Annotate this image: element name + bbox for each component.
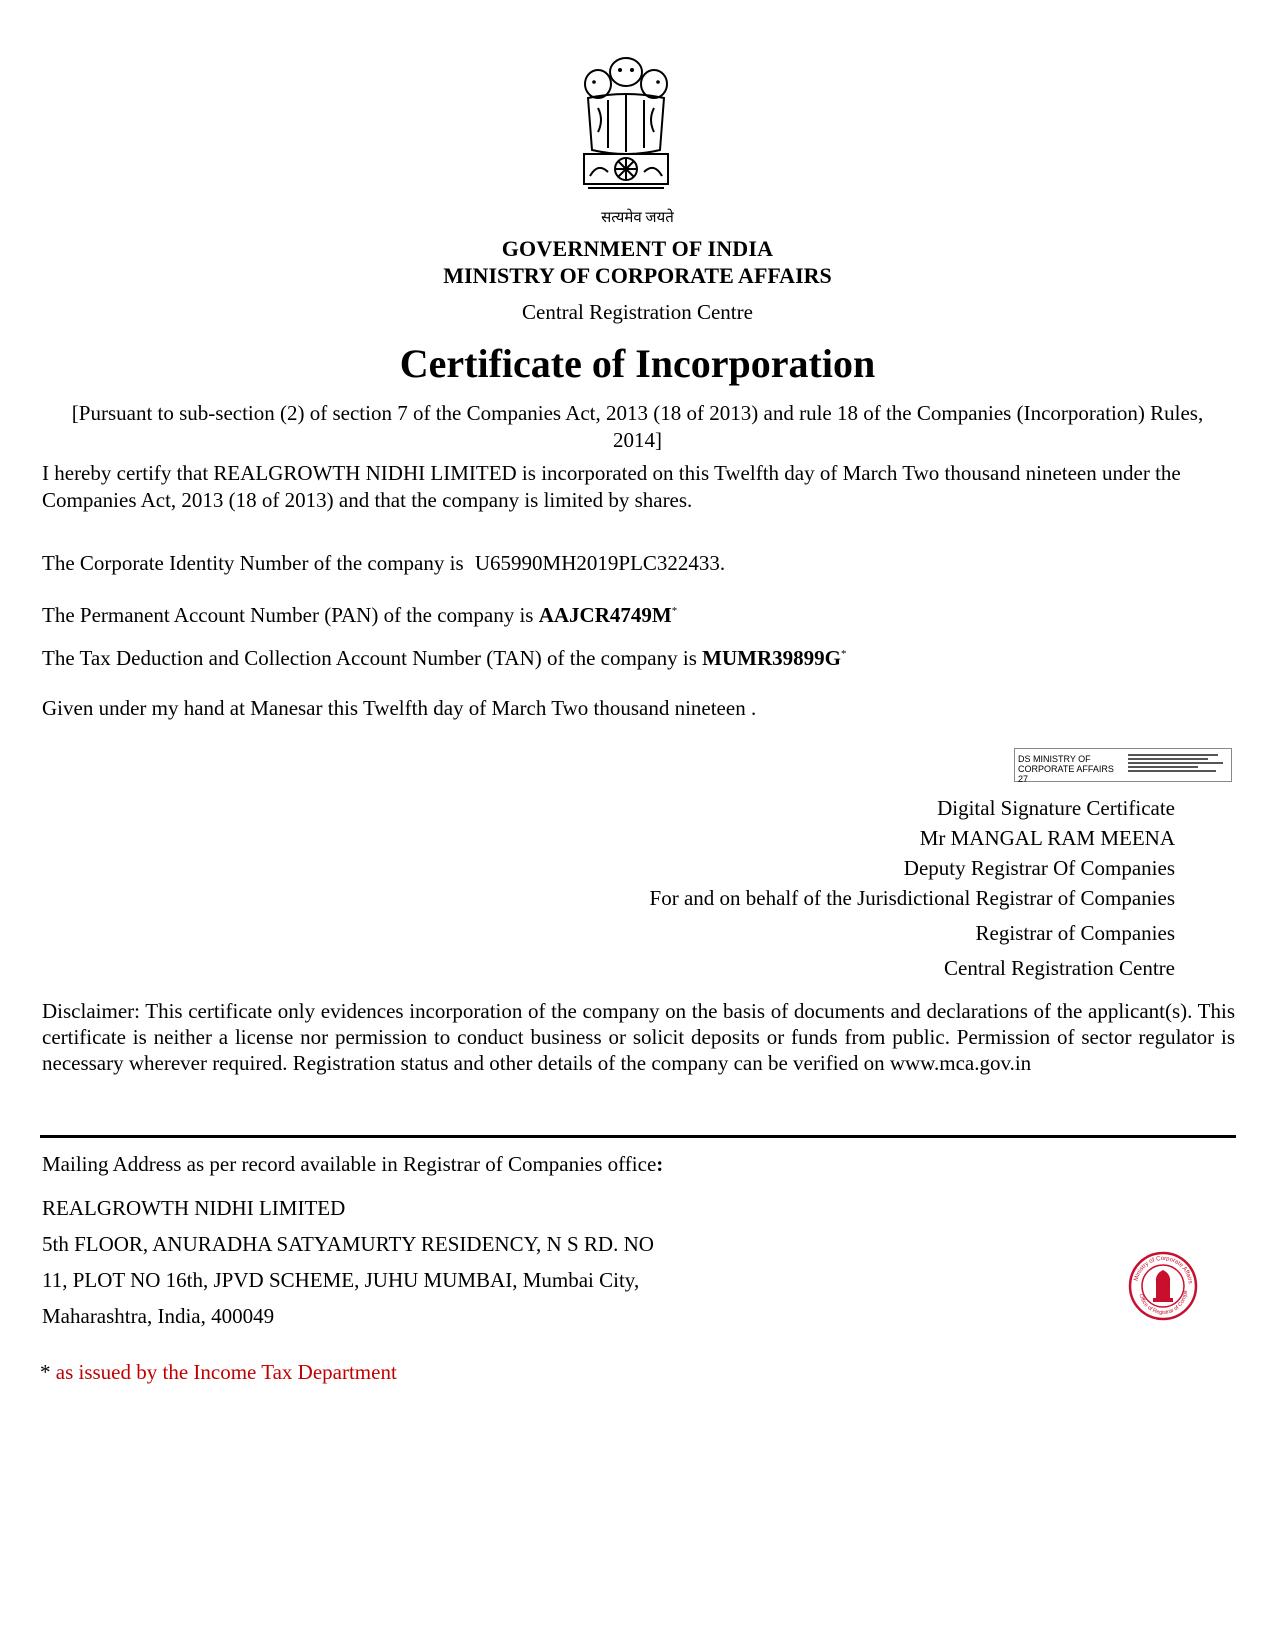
tan-footnote-mark: * (840, 648, 847, 660)
certification-statement: I hereby certify that REALGROWTH NIDHI LIMITED is incorporated on this Twelfth day of March Two thousand nineteen under the Companies Act, 2013 (18 of 2013) and that the company is limited by shares. (42, 461, 1181, 512)
address-line-3: 11, PLOT NO 16th, JPVD SCHEME, JUHU MUMBAI, Mumbai City, (42, 1268, 640, 1292)
ministry-heading: MINISTRY OF CORPORATE AFFAIRS (443, 263, 832, 288)
address-line-2: 5th FLOOR, ANURADHA SATYAMURTY RESIDENCY, N S RD. NO (42, 1232, 654, 1256)
registration-centre: Central Registration Centre (522, 300, 753, 324)
address-line-company: REALGROWTH NIDHI LIMITED (42, 1196, 346, 1220)
mailing-heading-text: Mailing Address as per record available in Registrar of Companies office (42, 1152, 657, 1176)
footnote-star: * (40, 1360, 51, 1384)
footnote-text: as issued by the Income Tax Department (55, 1360, 397, 1384)
government-heading: GOVERNMENT OF INDIA (501, 236, 774, 261)
section-divider (40, 1135, 1236, 1138)
signature-line-centre: Central Registration Centre (944, 956, 1175, 980)
tan-line (42, 646, 846, 671)
disclaimer: Disclaimer: This certificate only evidences incorporation of the company on the basis of documents and declarations of the applicant(s). This certificate is neither a license nor permission to conduct business or solicit deposits or funds from public. Permission of sector regulator is necessary wherever required. Registration status and other details of the company can be verified on www.mca.gov.in (42, 999, 1235, 1075)
signature-line-certificate: Digital Signature Certificate (937, 796, 1175, 820)
pan-value: AAJCR4749M (538, 603, 672, 627)
cin-value: U65990MH2019PLC322433. (474, 551, 726, 575)
given-statement: Given under my hand at Manesar this Twelfth day of March Two thousand nineteen . (42, 696, 757, 720)
signature-line-designation: Deputy Registrar Of Companies (903, 856, 1175, 880)
tan-value: MUMR39899G (702, 646, 841, 670)
address-line-4: Maharashtra, India, 400049 (42, 1304, 275, 1328)
tan-label: The Tax Deduction and Collection Account Number (TAN) of the company is (42, 646, 697, 670)
footnote (40, 1360, 397, 1385)
emblem-motto: सत्यमेव जयते (601, 210, 674, 226)
pursuant-clause: [Pursuant to sub-section (2) of section 7 of the Companies Act, 2013 (18 of 2013) and rule 18 of the Companies (Incorporation) Rules, 2014] (71, 401, 1204, 452)
signature-details-fineprint (1128, 752, 1228, 780)
svg-text:Office of Registrar of Compani: Office of Registrar of Compa (1137, 1290, 1190, 1317)
cin-label: The Corporate Identity Number of the company is (42, 551, 464, 575)
cin-line (42, 551, 725, 576)
signature-line-registrar: Registrar of Companies (975, 921, 1175, 945)
national-emblem-icon (578, 50, 674, 200)
signature-box-label: DS MINISTRY OF CORPORATE AFFAIRS 27 (1018, 754, 1114, 784)
svg-text:Ministry of Corporate Affairs: Ministry of Corporate Affairs (1133, 1255, 1193, 1285)
signature-line-name: Mr MANGAL RAM MEENA (919, 826, 1175, 850)
mailing-heading-colon: : (656, 1152, 664, 1176)
digital-signature-box (1014, 748, 1232, 782)
pan-label: The Permanent Account Number (PAN) of the company is (42, 603, 534, 627)
registrar-seal-icon (1127, 1250, 1199, 1322)
mailing-heading (42, 1152, 663, 1177)
signature-line-behalf: For and on behalf of the Jurisdictional Registrar of Companies (649, 886, 1175, 910)
pan-line (42, 603, 677, 628)
pan-footnote-mark: * (671, 605, 678, 617)
page-title: Certificate of Incorporation (399, 341, 876, 386)
